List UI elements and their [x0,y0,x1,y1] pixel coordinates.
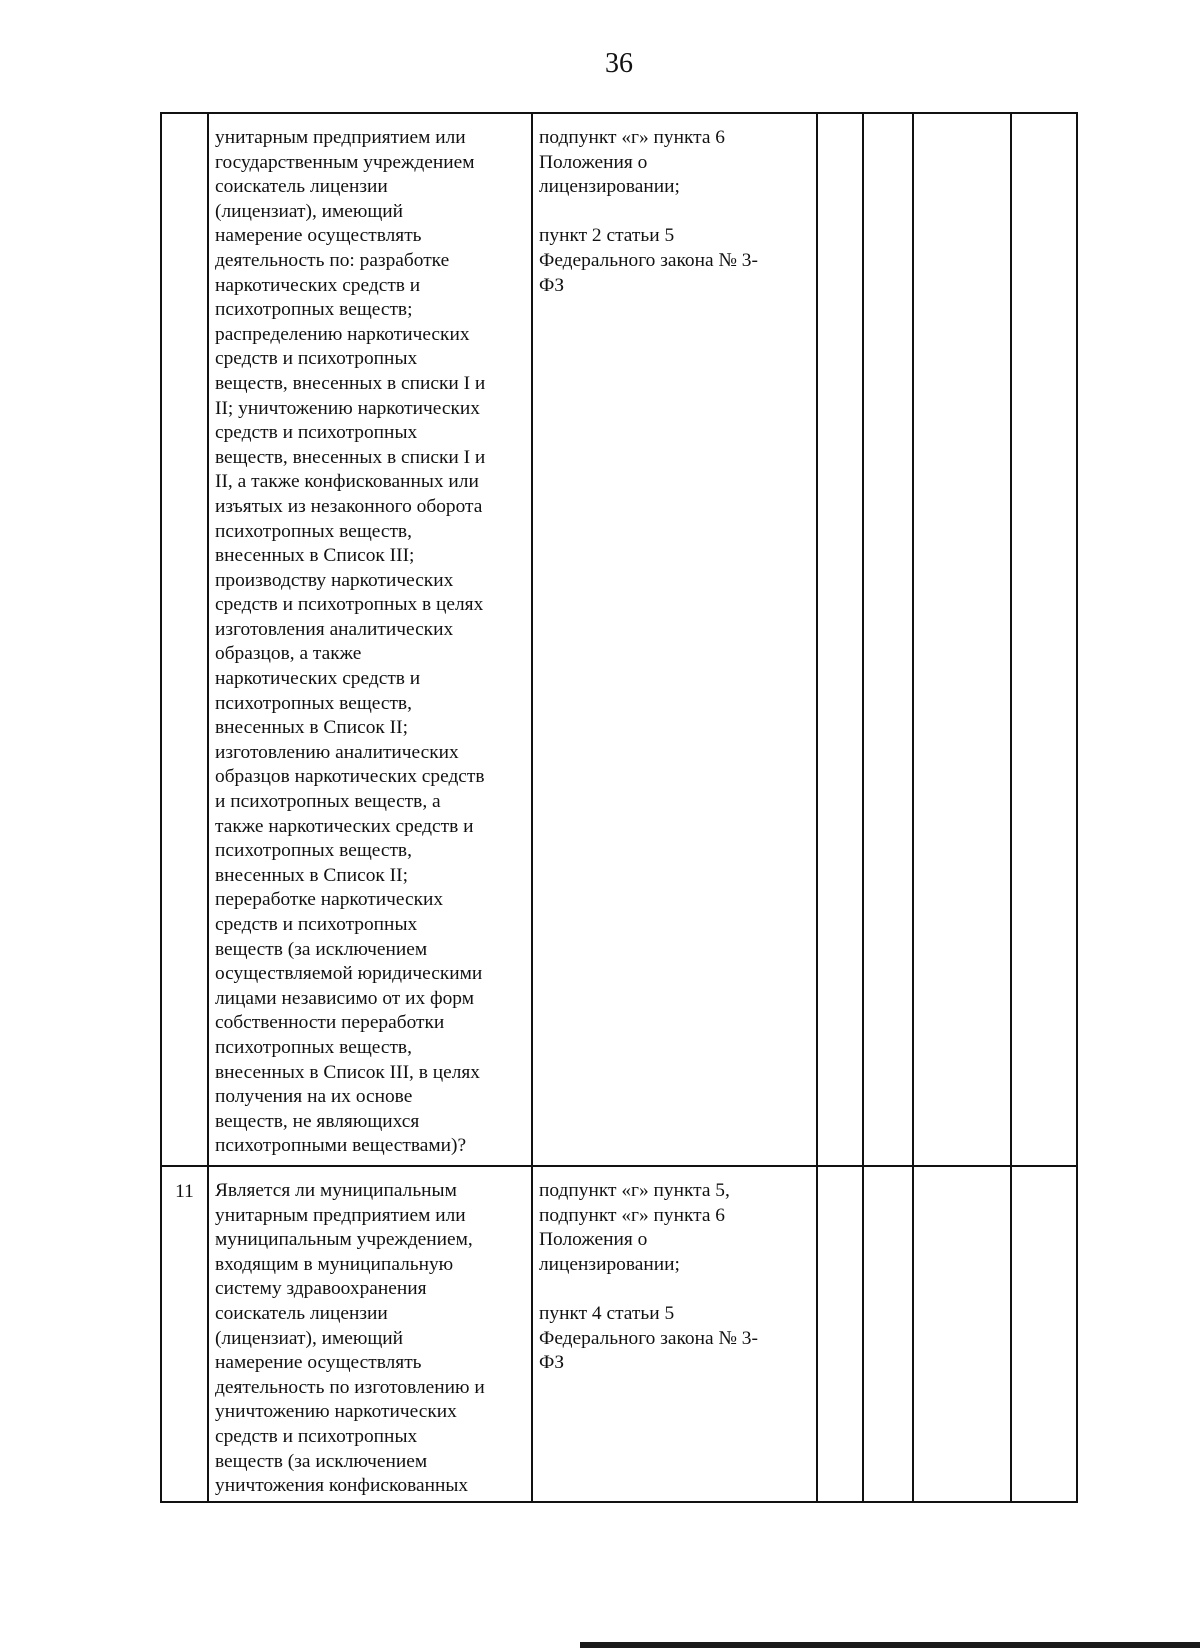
empty-answer-cell [913,1166,1011,1502]
source-line: Федерального закона № 3- [539,249,758,271]
question-line: уничтожению наркотических [215,1401,457,1423]
question-line: средств и психотропных в целях [215,594,484,616]
empty-answer-cell [863,1166,913,1502]
legal-source-cell [532,1166,817,1502]
table-body [161,113,1077,1502]
page-number: 36 [605,48,633,79]
source-line: Положения о [539,1229,648,1251]
legal-source-cell [532,113,817,1166]
question-line: психотропных веществ, [215,1036,412,1058]
row-number-cell [161,113,208,1166]
question-line: (лицензиат), имеющий [215,1327,404,1349]
scan-edge-bar [580,1642,1200,1648]
empty-answer-cell [817,1166,863,1502]
source-line: подпункт «г» пункта 5, [539,1180,730,1201]
requirements-table [160,112,1078,1503]
table-row [161,1166,1077,1502]
question-line: унитарным предприятием или [215,1204,466,1226]
question-line: государственным учреждением [215,151,475,173]
question-line: соискатель лицензии [215,1302,388,1324]
question-line: образцов, а также [215,643,362,665]
question-line: деятельность по: разработке [215,249,450,271]
question-line: входящим в муниципальную [215,1253,454,1275]
source-spacer [539,200,810,225]
question-line: намерение осуществлять [215,1352,422,1374]
source-line: подпункт «г» пункта 6 [539,127,725,148]
question-line: психотропными веществами)? [215,1135,467,1157]
question-line: уничтожения конфискованных [215,1475,469,1497]
question-line: соискатель лицензии [215,176,388,198]
question-line: систему здравоохранения [215,1278,427,1300]
question-line: психотропных веществ, [215,840,412,862]
question-line: средств и психотропных [215,1425,418,1447]
question-line: изъятых из незаконного оборота [215,495,483,517]
empty-answer-cell [913,113,1011,1166]
question-line: муниципальным учреждением, [215,1229,473,1251]
question-line: также наркотических средств и [215,815,474,837]
question-line: веществ, не являющихся [215,1110,420,1132]
source-line: пункт 4 статьи 5 [539,1302,675,1324]
row-number-cell: 11 [161,1166,208,1502]
source-line: Положения о [539,151,648,173]
source-line: ФЗ [539,274,565,296]
question-line: переработке наркотических [215,889,444,911]
question-line: осуществляемой юридическими [215,963,483,985]
question-line: средств и психотропных [215,422,418,444]
question-line: наркотических средств и [215,668,421,690]
question-line: психотропных веществ, [215,520,412,542]
question-line: психотропных веществ, [215,692,412,714]
question-line: образцов наркотических средств [215,766,485,788]
question-line: намерение осуществлять [215,225,422,247]
source-line: пункт 2 статьи 5 [539,225,675,247]
question-line: II, а также конфискованных или [215,471,479,493]
question-line: веществ, внесенных в списки I и [215,446,486,468]
question-line: наркотических средств и [215,274,421,296]
table-row [161,113,1077,1166]
source-line: лицензировании; [539,176,680,198]
question-line: внесенных в Список III; [215,545,415,567]
question-line: изготовления аналитических [215,618,454,640]
question-cell [208,113,532,1166]
question-line: производству наркотических [215,569,454,591]
question-cell [208,1166,532,1502]
question-line: (лицензиат), имеющий [215,200,404,222]
empty-answer-cell [1011,1166,1077,1502]
question-line: веществ (за исключением [215,1450,428,1472]
question-line: внесенных в Список III, в целях [215,1061,481,1083]
empty-answer-cell [1011,113,1077,1166]
question-line: II; уничтожению наркотических [215,397,480,419]
question-line: внесенных в Список II; [215,717,408,739]
question-line: деятельность по изготовлению и [215,1376,485,1398]
question-line: лицами независимо от их форм [215,987,474,1009]
question-line: собственности переработки [215,1012,445,1034]
question-line: изготовлению аналитических [215,741,459,763]
question-line: Является ли муниципальным [215,1180,457,1201]
question-line: средств и психотропных [215,914,418,935]
question-line: средств и психотропных [215,348,418,370]
question-line: получения на их основе [215,1086,413,1108]
question-line: унитарным предприятием или [215,127,466,148]
question-line: веществ, внесенных в списки I и [215,372,486,394]
question-line: психотропных веществ; [215,299,413,321]
source-line: подпункт «г» пункта 6 [539,1204,725,1226]
source-spacer [539,1277,810,1302]
question-line: веществ (за исключением [215,938,428,960]
question-line: внесенных в Список II; [215,864,408,886]
source-line: ФЗ [539,1352,565,1374]
empty-answer-cell [817,113,863,1166]
source-line: Федерального закона № 3- [539,1327,758,1349]
question-line: распределению наркотических [215,323,470,345]
question-line: и психотропных веществ, а [215,791,441,813]
empty-answer-cell [863,113,913,1166]
source-line: лицензировании; [539,1253,680,1275]
